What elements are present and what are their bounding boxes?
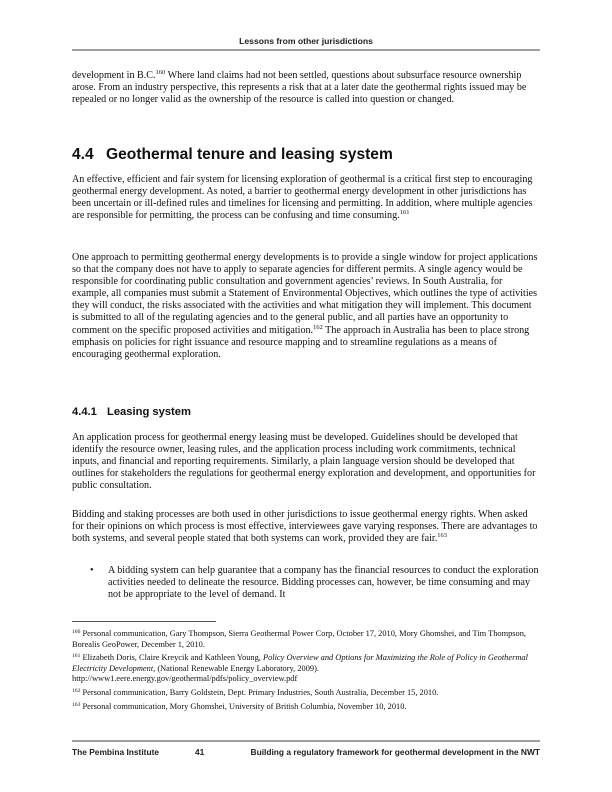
footnote-divider xyxy=(72,621,216,622)
intro-text-start: development in B.C. xyxy=(72,70,156,81)
footnote-text: Elizabeth Doris, Claire Kreycik and Kathleen Young, xyxy=(80,653,263,663)
subsection-title: Leasing system xyxy=(107,406,191,418)
subsection-p1-text: An application process for geothermal energy leasing must be developed. Guidelines should be developed that identify the resource owner, leasing rules, and the application process including work commitments, technical inputs, and financial and reporting requirements. Similarly, a plain language version should be developed that outlines for stakeholders the regulations for geothermal energy exploration and development, and opportunities for public consultation. xyxy=(72,432,536,492)
intro-paragraph xyxy=(72,70,540,106)
running-header: Lessons from other jurisdictions xyxy=(239,36,373,46)
footnote-161 xyxy=(72,653,540,685)
footnote-ref-162[interactable]: 162 xyxy=(313,323,323,331)
footnote-text: Personal communication, Mory Ghomshei, University of British Columbia, November 10, 2010. xyxy=(80,701,407,711)
bullet-text: A bidding system can help guarantee that a company has the financial resources to conduct the exploration activities needed to delineate the resource. Bidding processes can, however, be time consuming and may not be appropriate to the level of demand. It xyxy=(108,565,539,601)
page-number: 41 xyxy=(195,747,205,757)
footnote-number: 160 xyxy=(72,629,81,635)
section-p2-text-end: The approach in Australia has been to place strong emphasis on policies for right issuance and resource mapping and to streamline regulations as a means of encouraging geothermal exploration. xyxy=(72,324,530,360)
footnote-ref-161[interactable]: 161 xyxy=(399,209,410,217)
section-p1-text: An effective, efficient and fair system for licensing exploration of geothermal is a critical first step to encouraging geothermal energy development. As noted, a barrier to geothermal energy development in other jurisdictions has been uncertain or ill-defined rules and timelines for licensing and permitting. In addition, where multiple agencies are responsible for permitting, the process can be confusing and time consuming. xyxy=(72,174,533,222)
bullet-list xyxy=(72,565,540,601)
footnote-number: 162 xyxy=(72,687,81,694)
subsection-heading xyxy=(72,406,540,418)
section-paragraph-1 xyxy=(72,174,540,222)
intro-text-rest: Where land claims had not been settled, questions about subsurface resource ownership arose. From an industry perspective, this represents a risk that at a later date the geothermal rights issued may be repealed or no longer valid as the ownership of the resource is called into question or changed. xyxy=(72,70,527,106)
subsection-number: 4.4.1 xyxy=(72,406,97,418)
section-title: Geothermal tenure and leasing system xyxy=(106,146,393,163)
footnote-160 xyxy=(72,629,540,650)
footer-divider xyxy=(72,740,540,742)
footer-organization: The Pembina Institute xyxy=(72,747,160,757)
footnote-ref-163[interactable]: 163 xyxy=(437,532,447,540)
section-p2-text: One approach to permitting geothermal energy developments is to provide a single window for project applications so that the company does not have to apply to separate agencies for different permits. A single agency would be responsible for coordinating public consultation and government agencies’ reviews. In South Australia, for example, all companies must submit a Statement of Environmental Objectives, which outlines the type of activities they will conduct, the risks associated with the activities and what mitigation they will implement. This document is submitted to all of the regulating agencies and to the general public, and all parties have an opportunity to comment on the specific proposed activities and mitigation. xyxy=(72,252,538,336)
section-number: 4.4 xyxy=(72,146,94,163)
footnote-text-rest[interactable]: (National Renewable Energy Laboratory, 2009). http://www1.eere.energy.gov/geothermal/pdfs/policy_overview.pdf xyxy=(72,663,319,684)
footnote-text: Personal communication, Barry Goldstein, Dept. Primary Industries, South Australia, December 15, 2010. xyxy=(80,687,439,697)
footnote-number: 163 xyxy=(72,701,81,708)
footnote-163 xyxy=(72,702,540,713)
footnotes xyxy=(72,629,540,715)
subsection-paragraph-2 xyxy=(72,509,540,545)
section-paragraph-2 xyxy=(72,252,540,361)
bullet-icon: • xyxy=(90,565,94,576)
list-item xyxy=(72,565,540,601)
subsection-paragraph-1 xyxy=(72,432,540,492)
footnote-162 xyxy=(72,688,540,699)
footer-publication-title: Building a regulatory framework for geothermal development in the NWT xyxy=(250,747,540,757)
footnote-ref-160[interactable]: 160 xyxy=(155,69,166,76)
footnote-text: Personal communication, Gary Thompson, Sierra Geothermal Power Corp, October 17, 2010, Mory Ghomshei, and Tim Thompson, Borealis GeoPower, December 1, 2010. xyxy=(72,629,526,649)
page-footer xyxy=(72,747,540,759)
header-divider xyxy=(72,49,540,51)
footnote-number: 161 xyxy=(72,653,81,660)
footnote-title: Policy Overview and Options for Maximizing the Role of Policy in Geothermal Electricity Development, xyxy=(72,653,528,673)
subsection-p2-text: Bidding and staking processes are both used in other jurisdictions to issue geothermal energy rights. When asked for their opinions on which process is most effective, interviewees gave varying responses. There are advantages to both systems, and several people stated that both systems can work, provided they are fair. xyxy=(72,509,538,545)
section-heading xyxy=(72,146,540,164)
